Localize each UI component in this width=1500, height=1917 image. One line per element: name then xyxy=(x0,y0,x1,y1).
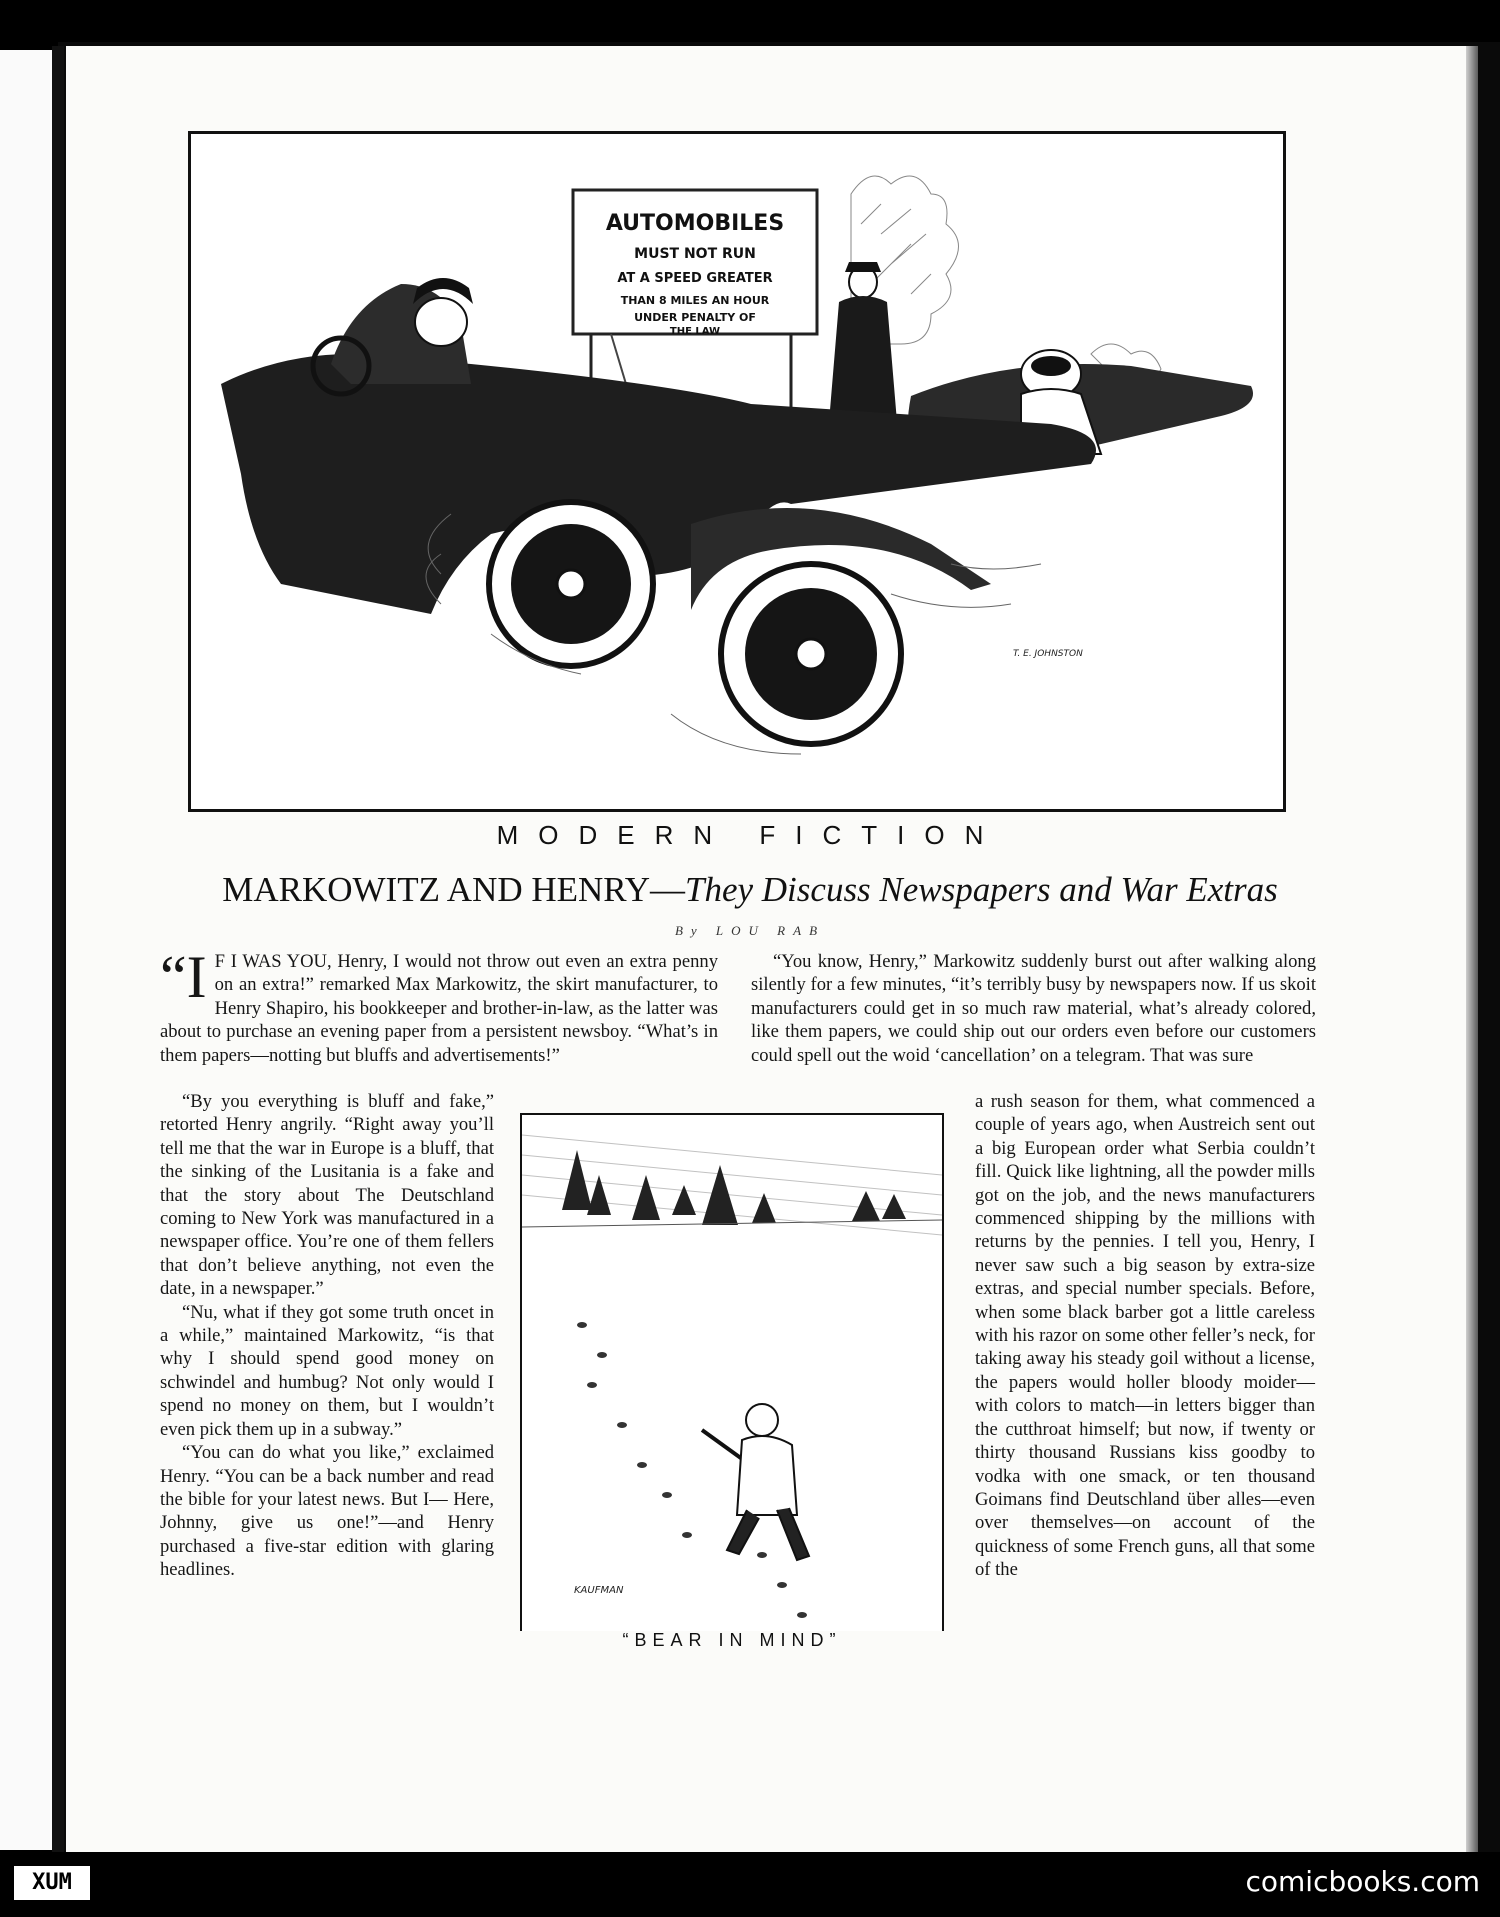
opening-paragraph xyxy=(160,944,718,1067)
facing-page-edge xyxy=(0,50,56,1850)
right-column xyxy=(975,1090,1315,1582)
sign-line-3: AT A SPEED GREATER xyxy=(617,271,773,286)
scan-border-top xyxy=(0,0,1500,42)
drop-cap: “I xyxy=(160,944,207,1010)
policeman-figure xyxy=(829,262,897,422)
sign-line-1: AUTOMOBILES xyxy=(605,211,785,236)
headline-roman: MARKOWITZ AND HENRY— xyxy=(222,870,685,909)
sign-line-4: THAN 8 MILES AN HOUR xyxy=(620,294,770,307)
scan-label: XUM xyxy=(14,1866,90,1900)
right-paragraph-1: “You know, Henry,” Markowitz suddenly burst out after walking along silently for a few minutes, “it’s terribly busy by newspapers now. If us skoit manufacturers could get in so much raw material, what’s already colored, like them papers, we could ship out our orders even before our customers could spell out the woid ‘cancellation’ on a telegram. That was sure xyxy=(751,951,1316,1066)
sign-line-5: UNDER PENALTY OF xyxy=(634,311,756,324)
cartoonist-signature: KAUFMAN xyxy=(574,1585,624,1596)
byline: By LOU RAB xyxy=(674,923,826,938)
left-paragraph-1: “By you everything is bluff and fake,” retorted Henry angrily. “Right away you’ll tell me that the war in Europe is a bluff, that the sinking of the Lusitania is a fake and that the story about The Deutschland coming to New York was manufactured in a newspaper office. You’re one of them fellers that don’t believe anything, not even the date, in a newspaper.” xyxy=(160,1091,494,1300)
left-column xyxy=(160,1090,494,1582)
right-paragraph-2: a rush season for them, what commenced a couple of years ago, when Austreich sent out a big European order what Serbia couldn’t fill. Quick like lightning, all the powder mills got on the job, and the news manufacturers commenced shipping by the millions with returns by the pennies. I tell you, Henry, I never saw such a big season by extra-size extras, and special number specials. Before, when some black barber got a little careless with his razor on some other feller’s neck, for taking away his steady goil without a license, the papers would holler bloody moider—with colors to match—in letters bigger than the cutthroat himself; but now, if twenty or thirty thousand Russians kiss goodby to vodka with one smack, or ten thousand Goimans find Deutschland über alles—even over themselves—on account of the quickness of some French guns, all that some of the xyxy=(975,1091,1315,1581)
book-gutter xyxy=(52,46,64,1856)
automobile-illustration xyxy=(188,131,1286,812)
page-right-edge xyxy=(1466,46,1478,1852)
sign-line-2: MUST NOT RUN xyxy=(634,246,756,262)
illustration-caption: “BEAR IN MIND” xyxy=(622,1630,842,1650)
opening-text: F I WAS YOU, Henry, I would not throw out even an extra penny on an extra!” remarked Max Markowitz, the skirt manufacturer, to Henry Shapiro, his bookkeeper and brother-in-law, as the latter was about to purchase an evening paper from a persistent newsboy. “What’s in them papers—notting but bluffs and advertisements!” xyxy=(160,951,718,1066)
article-headline xyxy=(150,870,1350,920)
right-column-top xyxy=(751,950,1316,1067)
hunter-figure xyxy=(702,1404,809,1560)
pine-trees xyxy=(562,1150,906,1225)
left-paragraph-3: “You can do what you like,” exclaimed Henry. “You can be a back number and read the bible for your latest news. But I— Here, Johnny, give us one!”—and Henry purchased a five-star edition with glaring headlines. xyxy=(160,1442,494,1581)
left-paragraph-2: “Nu, what if they got some truth oncet in a while,” maintained Markowitz, “is that why I should spend good money on schwindel and humbug? Not only would I spend no money on them, but I wouldn’t even pick them up in a subway.” xyxy=(160,1301,494,1440)
site-watermark: comicbooks.com xyxy=(1245,1865,1480,1898)
hunter-drawing xyxy=(522,1115,942,1631)
automobile-drawing xyxy=(191,134,1283,809)
sign-line-6: THE LAW xyxy=(669,326,721,337)
front-automobile xyxy=(221,278,1096,744)
hunter-illustration xyxy=(520,1113,944,1631)
headline-italic: They Discuss Newspapers and War Extras xyxy=(685,870,1278,909)
illustrator-signature: T. E. JOHNSTON xyxy=(1013,649,1083,659)
section-heading: MODERN FICTION xyxy=(496,820,1004,850)
